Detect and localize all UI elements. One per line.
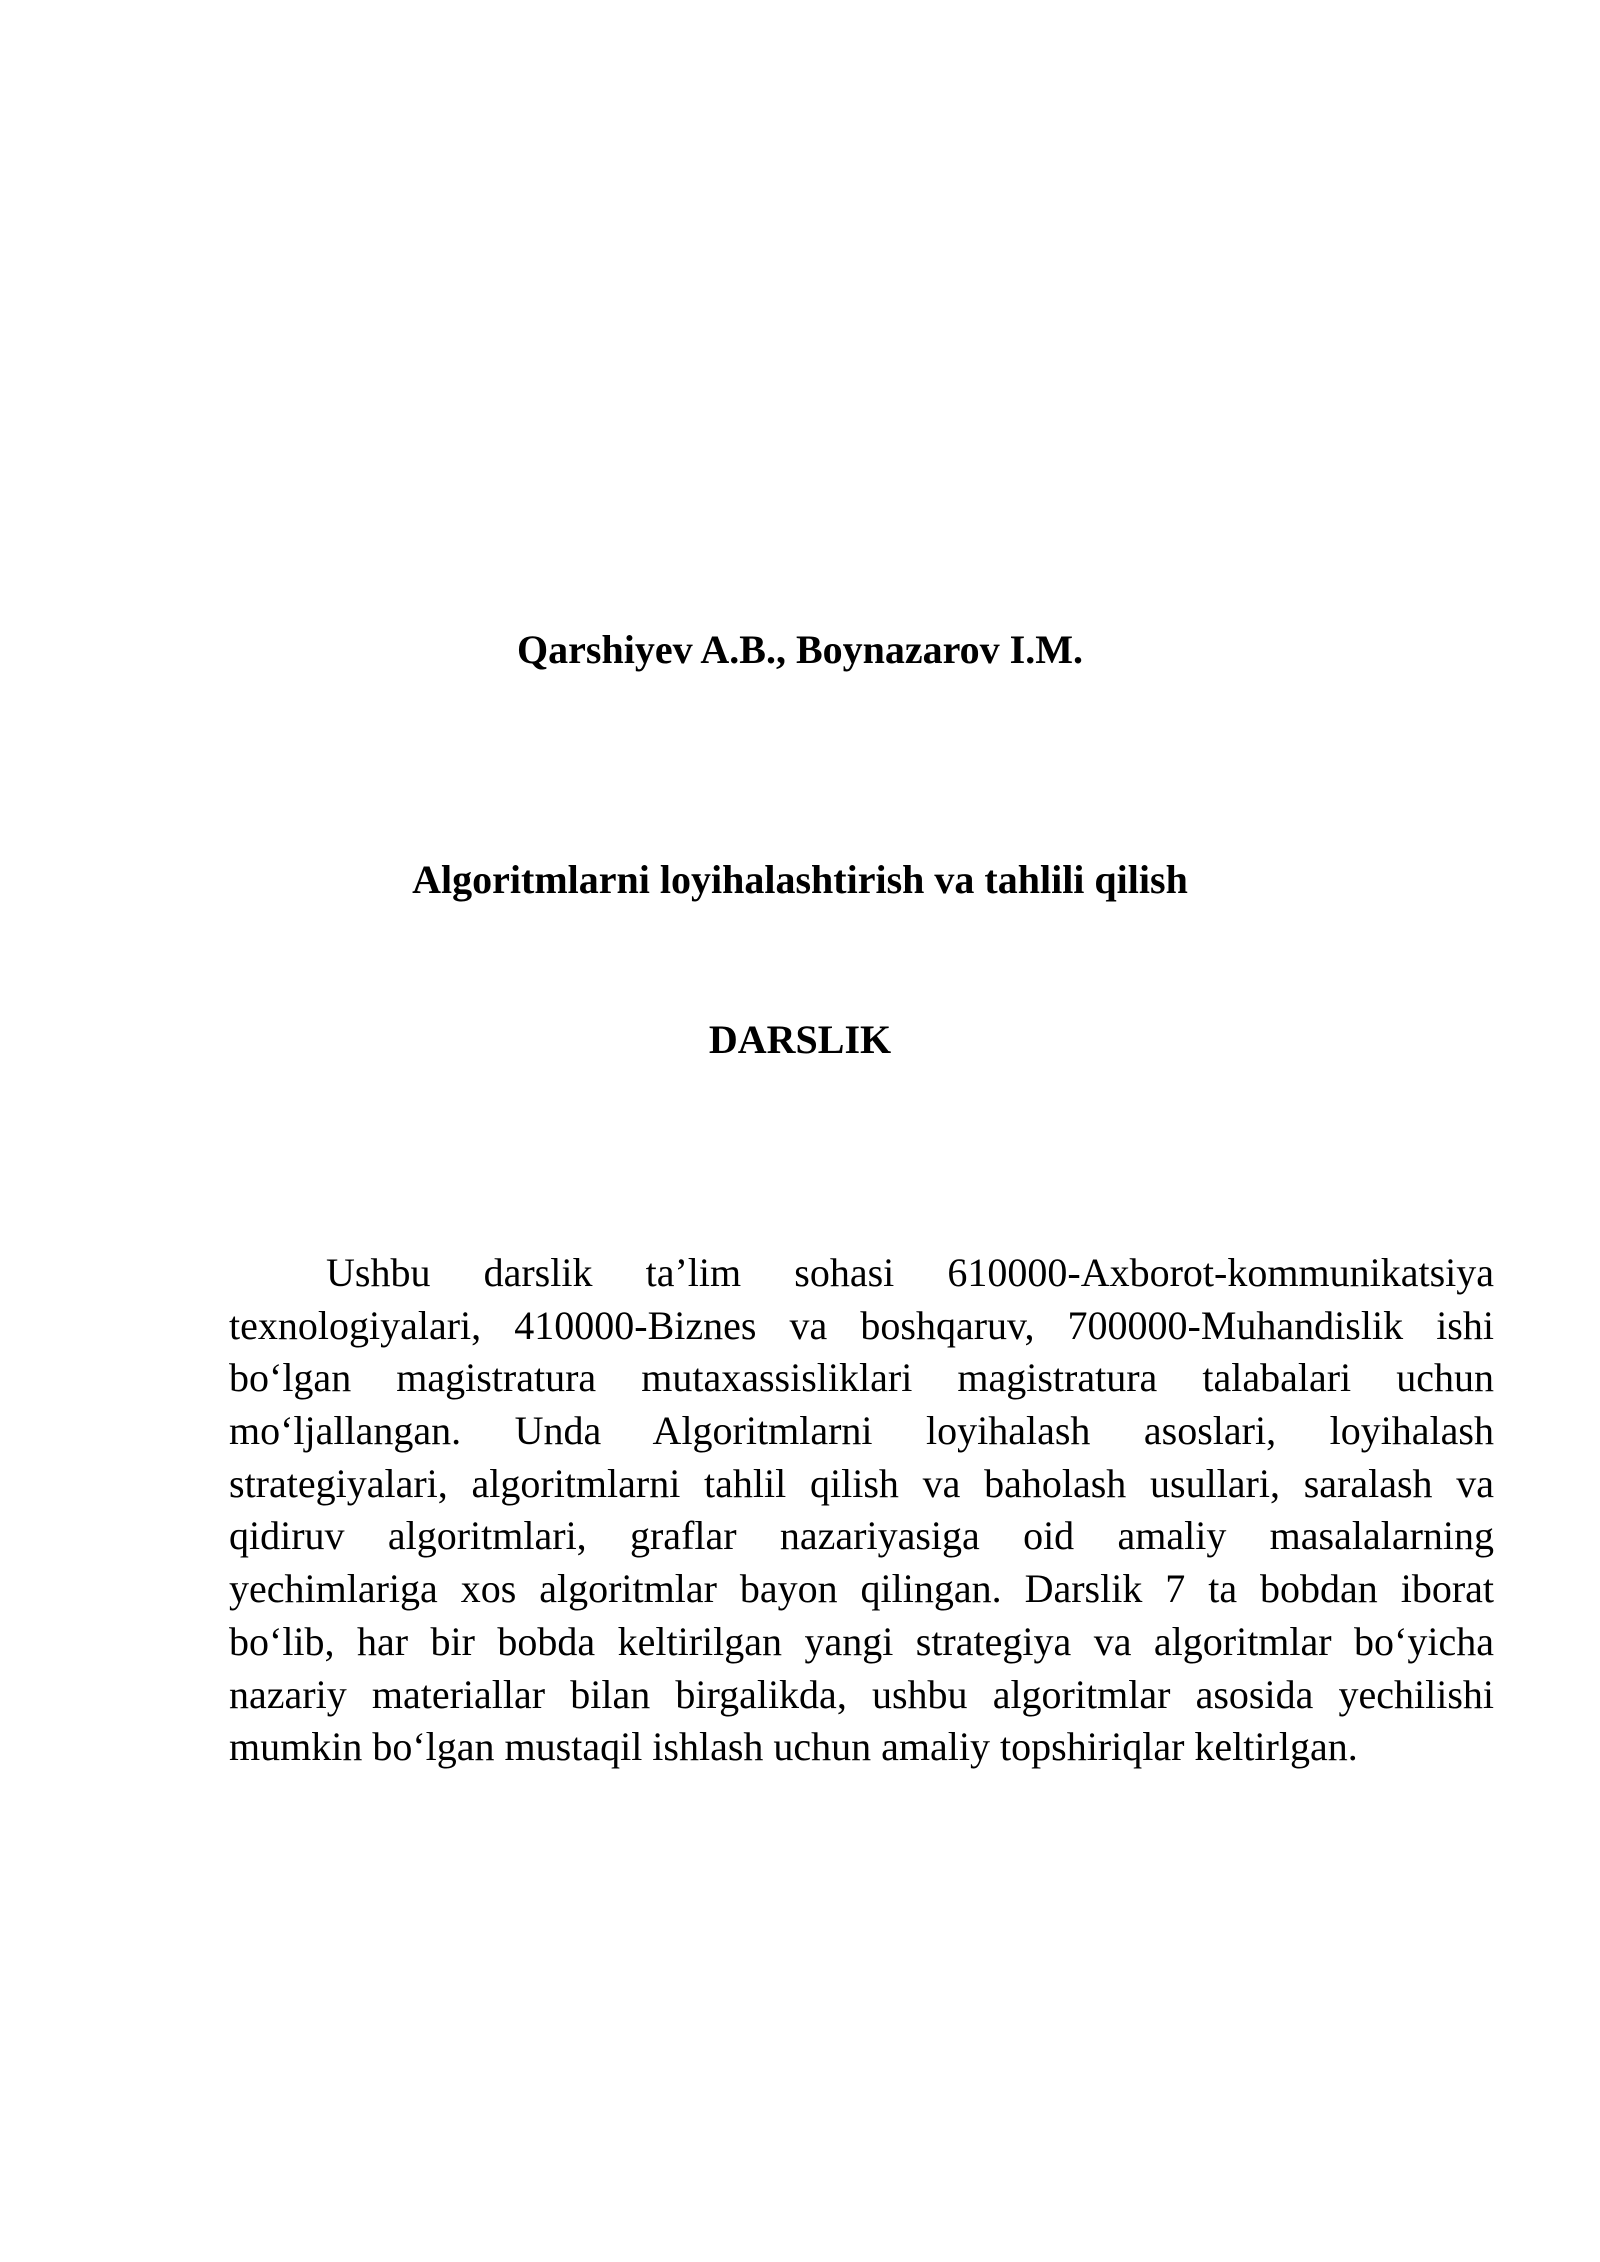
abstract-paragraph [229,1247,1494,1774]
abstract-line: bo‘lib, har bir bobda keltirilgan yangi strategiya va algoritmlar bo‘yicha [229,1618,1494,1664]
abstract-line: texnologiyalari, 410000-Biznes va boshqaruv, 700000-Muhandislik ishi [229,1302,1494,1348]
abstract-line: nazariy materiallar bilan birgalikda, ushbu algoritmlar asosida yechilishi [229,1671,1494,1717]
abstract-line: mumkin bo‘lgan mustaqil ishlash uchun amaliy topshiriqlar keltirlgan. [229,1724,1358,1770]
abstract-line: qidiruv algoritmlari, graflar nazariyasiga oid amaliy masalalarning [229,1513,1494,1559]
abstract-line: Ushbu darslik ta’lim sohasi 610000-Axborot-kommunikatsiya [326,1250,1494,1295]
abstract-line: strategiyalari, algoritmlarni tahlil qilish va baholash usullari, saralash va [229,1460,1494,1506]
abstract-line: bo‘lgan magistratura mutaxassisliklari magistratura talabalari uchun [229,1355,1494,1401]
document-title: Algoritmlarni loyihalashtirish va tahlili qilish [412,857,1188,902]
document-type-heading: DARSLIK [708,1017,892,1062]
abstract-line: yechimlariga xos algoritmlar bayon qilingan. Darslik 7 ta bobdan iborat [229,1566,1494,1612]
authors-heading: Qarshiyev A.B., Boynazarov I.M. [517,627,1083,672]
abstract-line: mo‘ljallangan. Unda Algoritmlarni loyihalash asoslari, loyihalash [229,1408,1494,1454]
